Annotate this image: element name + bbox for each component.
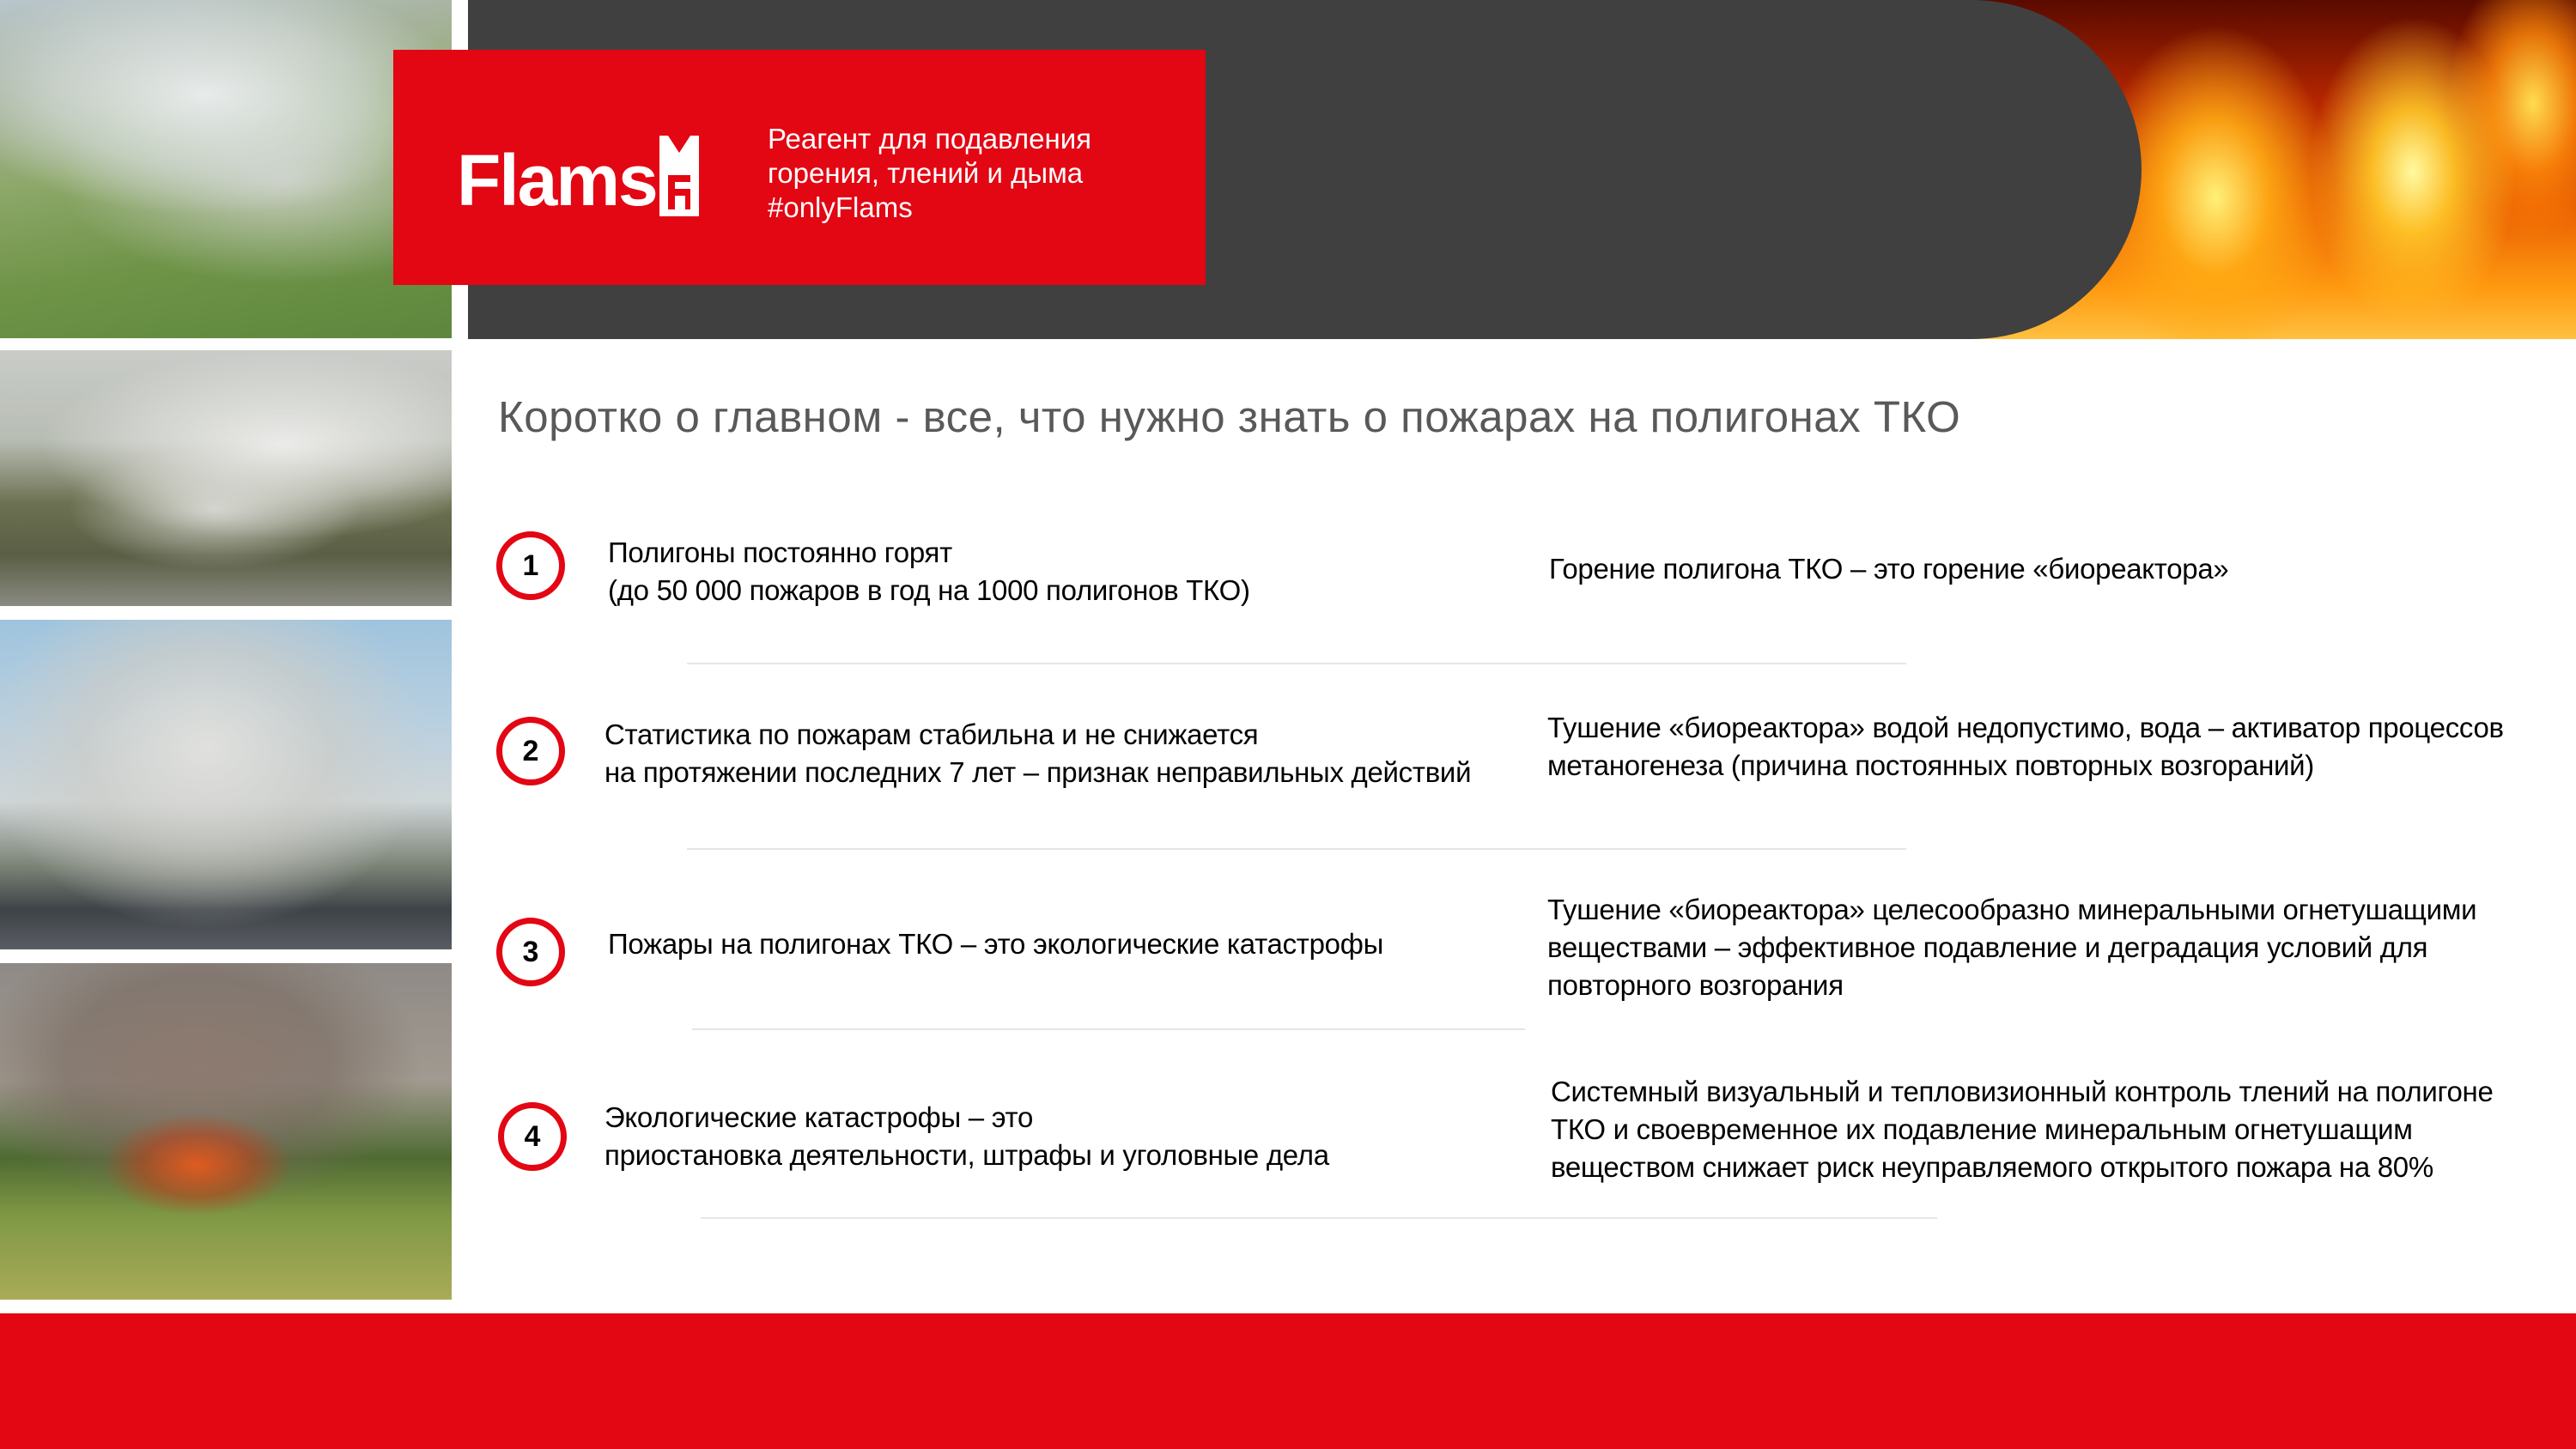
text-line: повторного возгорания xyxy=(1547,969,1844,1001)
text-line: Системный визуальный и тепловизионный контроль тлений на полигоне xyxy=(1551,1076,2494,1107)
text-line: ТКО и своевременное их подавление минеральным огнетушащим xyxy=(1551,1113,2413,1145)
item-number-badge: 3 xyxy=(496,918,565,986)
tagline-line: Реагент для подавления xyxy=(768,123,1092,155)
item-left-text xyxy=(605,716,1471,791)
item-right-text xyxy=(1547,709,2504,785)
text-line: Тушение «биореактора» водой недопустимо, вода – активатор процессов xyxy=(1547,712,2504,743)
brand-tagline xyxy=(768,122,1091,225)
landfill-smoke-field-photo xyxy=(0,350,452,606)
item-number-badge: 4 xyxy=(498,1102,567,1171)
text-line: приостановка деятельности, штрафы и уголовные дела xyxy=(605,1139,1329,1171)
landfill-smoke-aerial-photo xyxy=(0,0,452,338)
item-left-text xyxy=(608,534,1250,609)
landfill-fire-grass-photo xyxy=(0,963,452,1300)
item-right-text xyxy=(1547,891,2476,1004)
text-line: Полигоны постоянно горят xyxy=(608,537,952,568)
footer-bar xyxy=(0,1313,2576,1449)
text-line: (до 50 000 пожаров в год на 1000 полигонов ТКО) xyxy=(608,574,1250,606)
header-rounded-panel xyxy=(1374,0,2142,339)
text-line: веществами – эффективное подавление и деградация условий для xyxy=(1547,931,2428,963)
text-line: Статистика по пожарам стабильна и не снижается xyxy=(605,718,1259,750)
text-line: метаногенеза (причина постоянных повторных возгораний) xyxy=(1547,749,2314,781)
row-divider xyxy=(687,663,1906,664)
item-number-badge: 1 xyxy=(496,531,565,600)
page-title: Коротко о главном - все, что нужно знать о пожарах на полигонах ТКО xyxy=(498,392,1961,441)
text-line: Пожары на полигонах ТКО – это экологические катастрофы xyxy=(608,928,1383,960)
item-right-text xyxy=(1549,550,2228,588)
tagline-line: горения, тлений и дыма xyxy=(768,157,1084,189)
item-left-text xyxy=(605,1099,1329,1174)
text-line: Экологические катастрофы – это xyxy=(605,1101,1034,1133)
row-divider xyxy=(687,848,1906,850)
text-line: веществом снижает риск неуправляемого открытого пожара на 80% xyxy=(1551,1151,2433,1183)
item-left-text xyxy=(608,925,1383,963)
brand-logo-text: Flams xyxy=(457,140,657,221)
item-right-text xyxy=(1551,1073,2494,1186)
text-line: Тушение «биореактора» целесообразно минеральными огнетушащими xyxy=(1547,894,2477,925)
tagline-hashtag: #onlyFlams xyxy=(768,191,913,223)
landfill-smoke-cloud-photo xyxy=(0,620,452,949)
text-line: на протяжении последних 7 лет – признак неправильных действий xyxy=(605,756,1472,788)
row-divider xyxy=(692,1028,1525,1030)
row-divider xyxy=(701,1217,1937,1219)
flams-logo-icon xyxy=(659,136,699,216)
text-line: Горение полигона ТКО – это горение «биореактора» xyxy=(1549,553,2229,585)
item-number-badge: 2 xyxy=(496,717,565,785)
